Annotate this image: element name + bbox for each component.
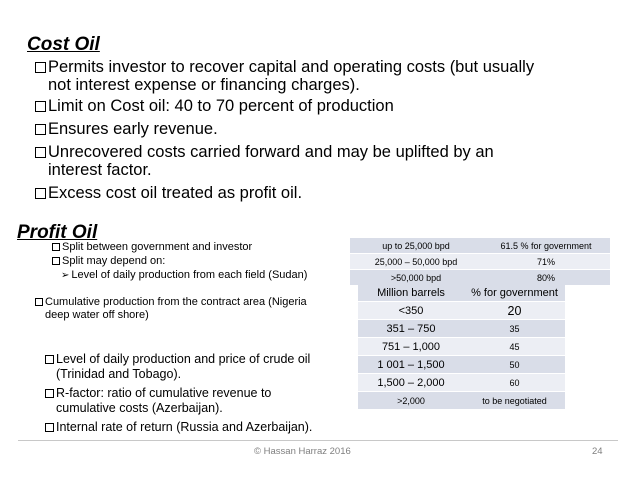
checkbox-bullet-icon	[52, 257, 60, 265]
table-cell: 751 – 1,000	[358, 338, 464, 356]
irr-bullet: Internal rate of return (Russia and Azerbaijan).	[45, 420, 312, 435]
table-cell: up to 25,000 bpd	[350, 238, 482, 254]
cost-oil-bullet-3: Ensures early revenue.	[35, 120, 218, 138]
daily-production-table	[350, 238, 610, 286]
table-cell: >2,000	[358, 392, 464, 410]
checkbox-bullet-icon	[35, 62, 46, 73]
table-cell: to be negotiated	[464, 392, 565, 410]
checkbox-bullet-icon	[35, 124, 46, 135]
table-cell: 351 – 750	[358, 320, 464, 338]
table-row	[358, 302, 565, 320]
table-cell: 1 001 – 1,500	[358, 356, 464, 374]
cost-oil-bullet-5: Excess cost oil treated as profit oil.	[35, 184, 302, 202]
footer-divider	[18, 440, 618, 441]
cost-oil-bullet-4: Unrecovered costs carried forward and may be uplifted by an interest factor.	[35, 143, 494, 179]
table-row	[358, 338, 565, 356]
checkbox-bullet-icon	[45, 423, 54, 432]
cost-oil-bullet-1: Permits investor to recover capital and operating costs (but usually not interest expense or financing charges).	[35, 58, 615, 94]
rfactor-bullet: R-factor: ratio of cumulative revenue to cumulative costs (Azerbaijan).	[45, 386, 271, 416]
checkbox-bullet-icon	[35, 188, 46, 199]
table-header-row	[358, 284, 565, 302]
split-depend-bullet: Split may depend on:	[52, 255, 165, 268]
profit-oil-heading: Profit Oil	[17, 222, 98, 243]
footer-credit: © Hassan Harraz 2016	[254, 446, 351, 457]
table-row	[358, 356, 565, 374]
checkbox-bullet-icon	[35, 298, 43, 306]
cumulative-bullet: Cumulative production from the contract area (Nigeria deep water off shore)	[35, 296, 307, 322]
checkbox-bullet-icon	[35, 101, 46, 112]
table-cell: 45	[464, 338, 565, 356]
table-row	[358, 374, 565, 392]
split-bullet: Split between government and investor	[52, 241, 252, 254]
table-row	[358, 320, 565, 338]
cost-oil-bullet-2: Limit on Cost oil: 40 to 70 percent of production	[35, 97, 394, 115]
table-cell: 60	[464, 374, 565, 392]
table-cell: 20	[464, 302, 565, 320]
table-cell: 1,500 – 2,000	[358, 374, 464, 392]
checkbox-bullet-icon	[52, 243, 60, 251]
table-row	[350, 238, 610, 254]
table-cell: 50	[464, 356, 565, 374]
cost-oil-heading: Cost Oil	[27, 34, 100, 55]
checkbox-bullet-icon	[35, 147, 46, 158]
checkbox-bullet-icon	[45, 389, 54, 398]
arrow-bullet-icon: ➢	[61, 270, 70, 281]
table-header-cell: Million barrels	[358, 284, 464, 302]
cumulative-production-table	[358, 284, 565, 410]
table-cell: 35	[464, 320, 565, 338]
table-cell: 71%	[482, 254, 610, 270]
checkbox-bullet-icon	[45, 355, 54, 364]
daily-production-sub-bullet: ➢ Level of daily production from each field (Sudan)	[61, 269, 308, 281]
table-cell: 61.5 % for government	[482, 238, 610, 254]
table-cell: <350	[358, 302, 464, 320]
level-price-bullet: Level of daily production and price of crude oil (Trinidad and Tobago).	[45, 352, 310, 382]
table-row	[350, 254, 610, 270]
table-cell: 25,000 – 50,000 bpd	[350, 254, 482, 270]
table-row	[358, 392, 565, 410]
table-cell: 80%	[482, 270, 610, 286]
table-header-cell: % for government	[464, 284, 565, 302]
page-number: 24	[592, 446, 603, 457]
table-cell: >50,000 bpd	[350, 270, 482, 286]
